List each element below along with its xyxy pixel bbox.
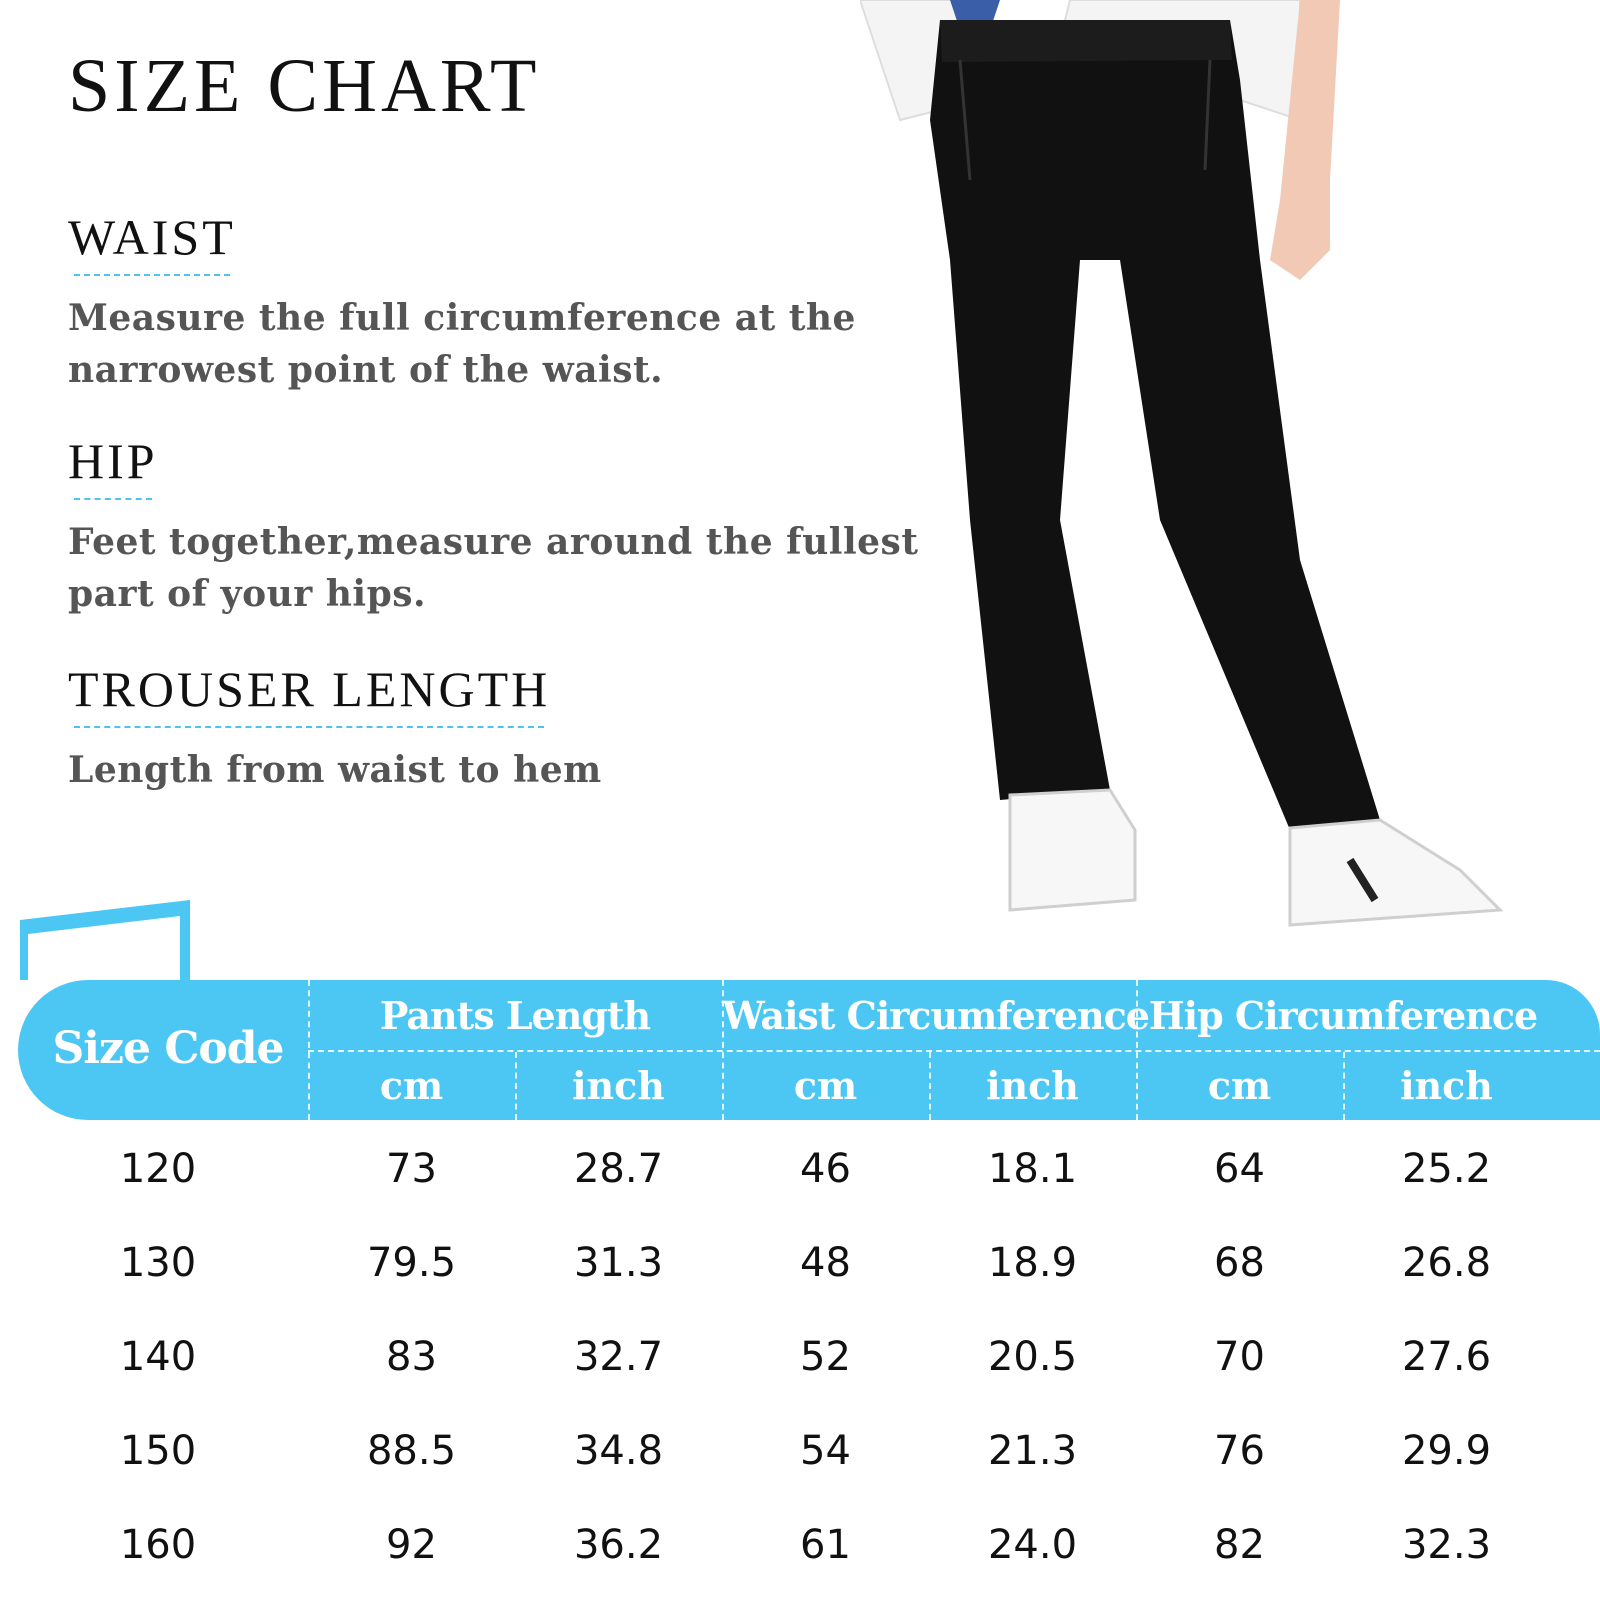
trouser-length-heading: TROUSER LENGTH [68,661,551,717]
waistband [940,20,1232,62]
unit-header-inch: inch [572,1063,665,1108]
table-cell: 31.3 [573,1240,664,1286]
table-cell: 18.1 [987,1146,1078,1192]
waist-heading: WAIST [68,209,236,265]
waist-description [68,292,856,396]
hip-description-line: Feet together,measure around the fullest [68,521,919,563]
table-cell: 68 [1214,1240,1265,1286]
table-row [18,1404,1600,1498]
table-cell: 20.5 [987,1334,1078,1380]
table-row [18,1498,1600,1592]
table-cell: 48 [800,1240,851,1286]
hip-section [68,433,919,620]
table-cell: 70 [1214,1334,1265,1380]
table-tab-decoration [18,900,198,980]
table-cell: 61 [800,1522,851,1568]
table-cell: 29.9 [1401,1428,1492,1474]
table-cell: 46 [800,1146,851,1192]
unit-header-cm: cm [1207,1063,1272,1108]
table-cell: 73 [386,1146,437,1192]
table-row [18,1216,1600,1310]
hip-circumference-header: Hip Circumference [1148,993,1538,1038]
trouser-length-section [68,661,602,796]
table-cell: 54 [800,1428,851,1474]
table-cell: 25.2 [1401,1146,1492,1192]
header-divider [308,1050,1600,1052]
right-sneaker [1290,820,1500,925]
table-cell: 64 [1214,1146,1265,1192]
table-cell: 21.3 [987,1428,1078,1474]
unit-header-cm: cm [793,1063,858,1108]
table-cell: 83 [386,1334,437,1380]
unit-header-inch: inch [986,1063,1079,1108]
trousers-illustration [860,0,1600,960]
unit-header-cm: cm [379,1063,444,1108]
table-row [18,1310,1600,1404]
table-row [18,1122,1600,1216]
waist-description-line: narrowest point of the waist. [68,349,664,391]
size-table-body [18,1122,1600,1592]
trouser-length-description [68,744,602,796]
table-cell: 34.8 [573,1428,664,1474]
header-divider [1343,1052,1345,1120]
header-divider [515,1052,517,1120]
waist-section [68,209,856,396]
size-code-cell: 120 [119,1146,197,1192]
size-code-cell: 160 [119,1522,197,1568]
size-code-header: Size Code [52,1023,284,1074]
trouser-length-description-line: Length from waist to hem [68,749,602,791]
hip-description [68,516,918,620]
table-cell: 28.7 [573,1146,664,1192]
table-cell: 92 [386,1522,437,1568]
table-cell: 27.6 [1401,1334,1492,1380]
size-code-cell: 150 [119,1428,197,1474]
hip-heading: HIP [68,433,158,489]
table-cell: 26.8 [1401,1240,1492,1286]
header-divider [929,1052,931,1120]
table-cell: 32.3 [1401,1522,1492,1568]
table-cell: 36.2 [573,1522,664,1568]
hip-description-line: part of your hips. [68,573,427,615]
size-code-cell: 130 [119,1240,197,1286]
table-cell: 24.0 [987,1522,1078,1568]
size-code-cell: 140 [119,1334,197,1380]
table-cell: 82 [1214,1522,1265,1568]
waist-description-line: Measure the full circumference at the [68,297,856,339]
table-cell: 88.5 [366,1428,457,1474]
table-cell: 18.9 [987,1240,1078,1286]
pants-length-header: Pants Length [379,993,651,1038]
table-header [18,980,1600,1120]
table-cell: 79.5 [366,1240,457,1286]
left-sneaker [1010,790,1135,910]
table-cell: 32.7 [573,1334,664,1380]
table-cell: 76 [1214,1428,1265,1474]
table-cell: 52 [800,1334,851,1380]
unit-header-inch: inch [1400,1063,1493,1108]
waist-circumference-header: Waist Circumference [722,993,1149,1038]
page-title: SIZE CHART [68,44,541,128]
